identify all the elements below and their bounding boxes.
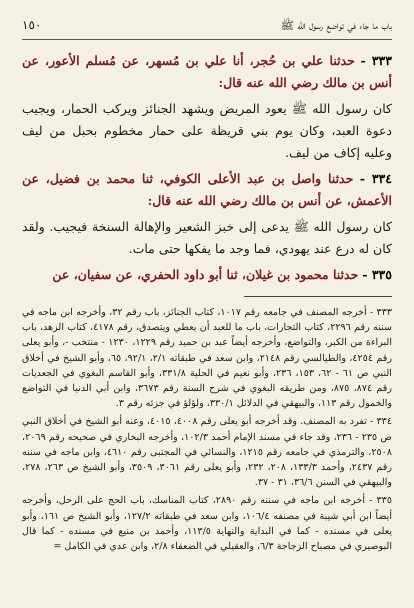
main-text [22, 50, 392, 286]
hadith-333 [22, 50, 392, 94]
hadith-number: ٣٣٥ - [362, 267, 392, 282]
hadith-334-text: كان رسول الله ﷺ يدعى إلى خبز الشعير والإهالة السنخة فيجيب. ولقد كان له درع عند يهودي، فما وجد ما يفكها حتى مات. [22, 219, 392, 256]
footnote-333: ٣٣٣ - أخرجه المصنف في جامعه رقم ١٠١٧، كتاب الجنائز، باب رقم ٣٢، وأخرجه ابن ماجه في سننه رقم ٢٢٩٦، كتاب التجارات، باب ما للعبد أن يعطي ويتصدق، رقم ٤١٧٨، كتاب الزهد، باب البراءة من الكبر، والتواضع، وأخرجه أيضاً عبد بن حميد رقم ١٢٢٩، ١٢٣٠ - منتخب -، وأبو يعلى رقم ٤٢٥٤، والطيالسي رقم ٢١٤٨، وابن سعد في طبقاته ٢/١، ٩٢/١، ٦٥، وأبو الشيخ في أخلاق النبي ص ٦١ - ٦٢، ١٥٣، ٢٣٦، وأبو نعيم في الحلية ٣٣١/٨، وأبو القاسم البغوي في الجعديات رقم ٨٧٤، ٨٧٥، ومن طريقه البغوي في شرح السنة رقم ٣٦٧٣، وابن أبي الدنيا في التواضع والخمول رقم ١١٣، والبيهقي في الدلائل ٣٣٠/١، ولؤلؤ في جزئه رقم ٣. [22, 307, 393, 410]
hadith-number: ٣٣٣ - [360, 53, 392, 68]
footnote-divider [244, 296, 392, 297]
page-number: ١٥٠ [22, 18, 42, 32]
footnote-335: ٣٣٥ - أخرجه ابن ماجه في سننه رقم ٢٨٩٠، كتاب المناسك، باب الحج على الرحل، وأخرجه أيضاً ابن أبي شيبة في مصنفه ١٠٦/٤، وابن سعد في طبقاته ١٢٧/٢، وأبو الشيخ ص ١٦١، وأبو يعلى في مسنده - كما في البداية والنهاية ١١٣/٥، وأحمد بن منيع في مسنده - كما قال البوصيري في مصباح الزجاجة ٦/٣، والعقيلي في الضعفاء ٢/٨، وابن عدي في الكامل = [22, 495, 392, 553]
hadith-chain: حدثنا محمود بن غيلان، ثنا أبو داود الحفري، عن سفيان، عن [52, 267, 359, 282]
chapter-title: باب ما جاء في تواضع رسول الله ﷺ [280, 19, 392, 32]
hadith-333-text: كان رسول الله ﷺ يعود المريض ويشهد الجنائز ويركب الحمار، ويجيب دعوة العبد، وكان يوم بني قريظة على حمار مخطوم بحبل من ليف وعليه إكاف من ليف. [22, 101, 392, 160]
hadith-334 [22, 168, 392, 212]
hadith-chain: حدثنا علي بن حُجر، أنا علي بن مُسهر، عن مُسلم الأعور، عن أنس بن مالك رضي الله عنه قال: [22, 53, 392, 90]
footnotes [22, 305, 392, 554]
hadith-335 [22, 264, 392, 286]
running-header [22, 18, 392, 40]
hadith-number: ٣٣٤ - [359, 171, 392, 186]
hadith-chain: حدثنا واصل بن عبد الأعلى الكوفي، ثنا محمد بن فضيل، عن الأعمش، عن أنس بن مالك رضي الله عنه قال: [22, 171, 392, 208]
footnote-334: ٣٣٤ - تفرد به المصنف. وقد أخرجه أبو يعلى رقم ٤٠٠٨، ٤٠١٥، وعنه أبو الشيخ في أخلاق النبي ص ٢٣٥ - ٢٣٦، وقد جاء في مسند الإمام أحمد ١٠٢/٣، وأخرجه البخاري في صحيحه رقم ٢٠٦٩، ٢٥٠٨، والترمذي في جامعه رقم ١٢١٥، والنسائي في المجتبى رقم ٤٦١٠، وابن ماجه في سننه رقم ٢٤٣٧، وأحمد ١٣٣/٣، ٢٠٨، ٢٣٢، وأبو يعلى رقم ٣٠٦١، ٣٥٠٩، وأبو الشيخ ص ٢٦٣، ٢٧٨، والبيهقي في السنن ٣٦/٦، ٣١ - ٣٧. [22, 416, 392, 489]
